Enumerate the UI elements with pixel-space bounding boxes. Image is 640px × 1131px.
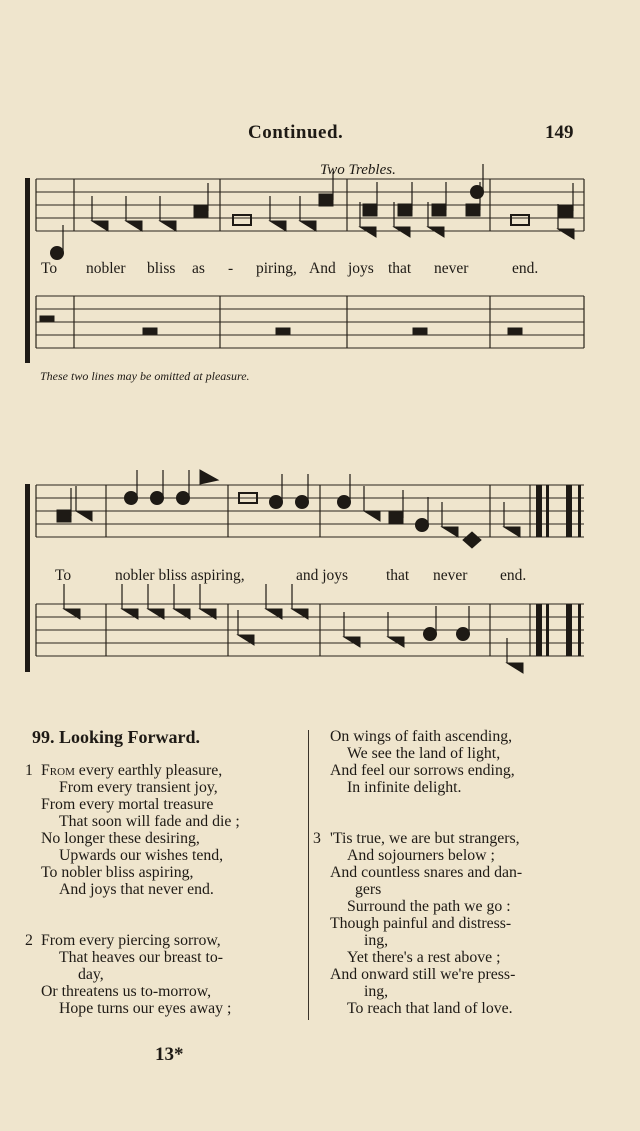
rest — [143, 328, 157, 334]
final-bar — [546, 485, 549, 537]
verse-line: That soon will fade and die ; — [59, 813, 240, 830]
mi-note — [463, 532, 481, 548]
final-bar — [536, 485, 542, 537]
verse-line: We see the land of light, — [347, 745, 501, 762]
signature-mark: 13* — [155, 1044, 184, 1065]
la-note — [319, 194, 333, 206]
sol-note — [416, 519, 429, 532]
fa-note — [200, 470, 218, 484]
verse-line: On wings of faith ascending, — [330, 728, 513, 745]
two-trebles-annotation: Two Trebles. — [320, 162, 396, 178]
verse-line: ing, — [364, 932, 389, 949]
omit-note: These two lines may be omitted at pleasure. — [40, 369, 250, 383]
lyric-syllable: To — [55, 567, 72, 584]
verse-line: From every mortal treasure — [41, 796, 214, 813]
fa-note — [388, 637, 404, 647]
lyric-syllable: And — [309, 260, 336, 277]
lyric-syllable: that — [386, 567, 410, 584]
verse-line: Hope turns our eyes away ; — [59, 1000, 232, 1017]
fa-note — [558, 229, 574, 239]
lyric-syllable: nobler — [86, 260, 126, 277]
fa-note — [126, 221, 142, 231]
bar-lines — [25, 178, 584, 672]
verse-number: 2 — [25, 932, 33, 949]
fa-note — [442, 527, 458, 537]
verse-line: And joys that never end. — [59, 881, 214, 898]
lyric-syllable: that — [388, 260, 412, 277]
fa-note — [364, 511, 380, 521]
lyric-syllable: never — [434, 260, 469, 277]
final-bar — [536, 604, 542, 656]
verse-line: Surround the path we go : — [347, 898, 511, 915]
open-note — [511, 215, 529, 225]
verse-number: 1 — [25, 762, 33, 779]
rest — [40, 316, 54, 321]
page-header-title: Continued. — [248, 122, 344, 143]
verse-line: And onward still we're press- — [330, 966, 516, 983]
la-note — [194, 205, 208, 217]
shape-notes — [40, 164, 574, 673]
final-bar — [566, 604, 572, 656]
fa-note — [300, 221, 316, 231]
lyric-syllable: and joys — [296, 567, 349, 584]
fa-note — [92, 221, 108, 231]
verse-line: And sojourners below ; — [347, 847, 495, 864]
verse-line: day, — [78, 966, 104, 983]
final-bar — [546, 604, 549, 656]
fa-note — [360, 227, 376, 237]
fa-note — [270, 221, 286, 231]
la-note — [57, 510, 71, 522]
rest — [276, 328, 290, 334]
lyric-syllable: end. — [500, 567, 527, 584]
la-note — [363, 204, 377, 216]
sol-note — [296, 496, 309, 509]
fa-note — [160, 221, 176, 231]
column-divider — [308, 730, 309, 1020]
verse-number: 3 — [313, 830, 321, 847]
sol-note — [151, 492, 164, 505]
sol-note — [51, 247, 64, 260]
verse-line: And feel our sorrows ending, — [330, 762, 515, 779]
lyric-syllable: bliss — [147, 260, 176, 277]
verse-line: No longer these desiring, — [41, 830, 200, 847]
system-brace — [25, 484, 30, 672]
verse-line: From every piercing sorrow, — [41, 932, 221, 949]
verse-line: In infinite delight. — [347, 779, 462, 796]
fa-note — [428, 227, 444, 237]
verse-line: Or threatens us to-morrow, — [41, 983, 212, 1000]
page-number: 149 — [545, 122, 574, 143]
verse-line: ing, — [364, 983, 389, 1000]
hymn-title: 99. Looking Forward. — [32, 727, 201, 747]
verse-line-text: every earthly pleasure, — [74, 762, 223, 779]
verse-line: Upwards our wishes tend, — [59, 847, 224, 864]
lyric-syllable: as — [192, 260, 205, 277]
verse-line: That heaves our breast to- — [59, 949, 224, 966]
lyric-syllable: - — [228, 260, 234, 277]
sol-note — [125, 492, 138, 505]
sol-note — [177, 492, 190, 505]
sol-note — [457, 628, 470, 641]
verse-line: To nobler bliss aspiring, — [41, 864, 194, 881]
lyric-syllable: nobler bliss aspiring, — [115, 567, 245, 584]
la-note — [389, 512, 403, 524]
rest — [413, 328, 427, 334]
final-bar — [578, 604, 581, 656]
verse-line: To reach that land of love. — [347, 1000, 513, 1017]
verse-line: Though painful and distress- — [330, 915, 512, 932]
fa-note — [504, 527, 520, 537]
verse-line: 'Tis true, we are but strangers, — [330, 830, 520, 847]
sol-note — [338, 496, 351, 509]
lyric-syllable: joys — [348, 260, 374, 277]
verse-line: And countless snares and dan- — [330, 864, 523, 881]
lyric-syllable: never — [433, 567, 468, 584]
final-bar — [566, 485, 572, 537]
fa-note — [76, 511, 92, 521]
open-note — [233, 215, 251, 225]
verse-line: Yet there's a rest above ; — [347, 949, 501, 966]
verse-line — [41, 762, 222, 779]
verse-line: From every transient joy, — [59, 779, 218, 796]
fa-note — [394, 227, 410, 237]
lyric-syllable: To — [41, 260, 58, 277]
fa-note — [344, 637, 360, 647]
sol-note — [270, 496, 283, 509]
la-note — [432, 204, 446, 216]
system-brace — [25, 178, 30, 363]
sol-note — [471, 186, 484, 199]
la-note — [466, 204, 480, 216]
lyric-syllable: piring, — [256, 260, 297, 277]
fa-note — [507, 663, 523, 673]
rest — [508, 328, 522, 334]
sol-note — [424, 628, 437, 641]
final-bar — [578, 485, 581, 537]
la-note — [559, 205, 573, 217]
la-note — [398, 204, 412, 216]
verse-line: gers — [355, 881, 382, 898]
lyric-syllable: end. — [512, 260, 539, 277]
verse-first-word: From — [41, 762, 75, 779]
